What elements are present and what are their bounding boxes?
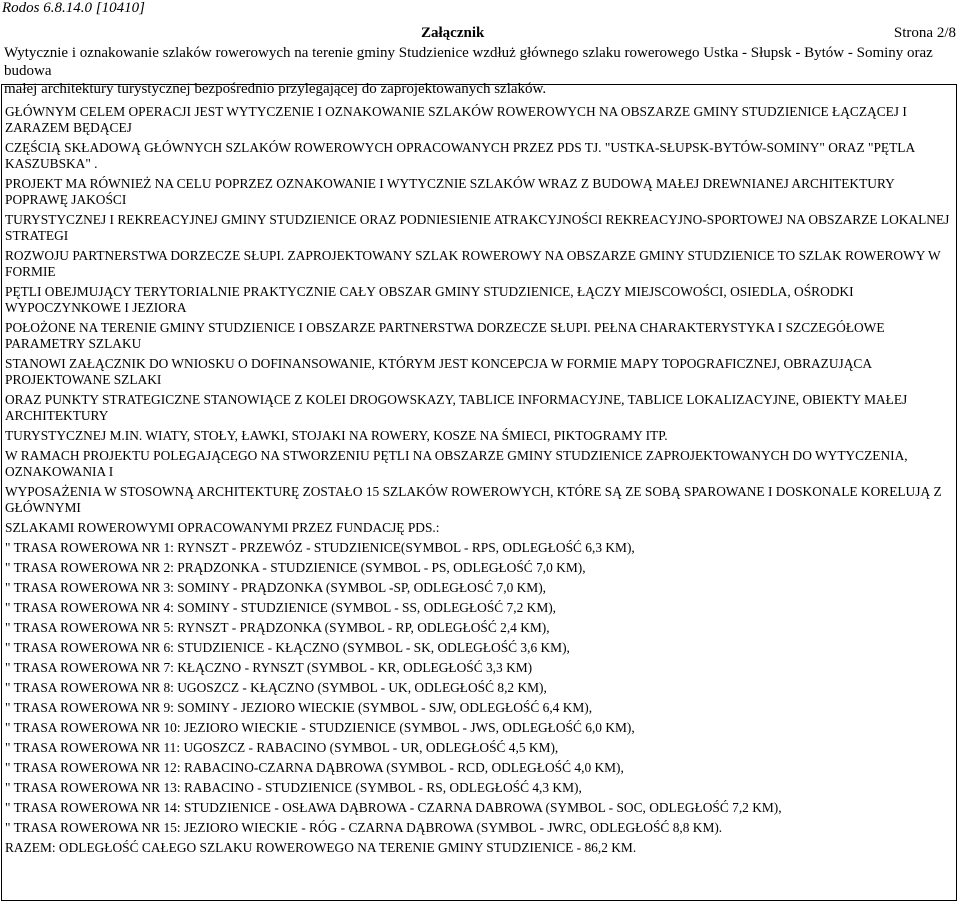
route-item: " TRASA ROWEROWA NR 3: SOMINY - PRĄDZONKA (SYMBOL -SP, ODLEGŁOSĆ 7,0 KM), xyxy=(5,580,547,595)
paragraph: POŁOŻONE NA TERENIE GMINY STUDZIENICE I OBSZARZE PARTNERSTWA DORZECZE SŁUPI. PEŁNA CHARAKTERYSTYKA I SZCZEGÓŁOWE PARAMETRY SZLAKU xyxy=(5,320,885,351)
paragraph: TURYSTYCZNEJ M.IN. WIATY, STOŁY, ŁAWKI, STOJAKI NA ROWERY, KOSZE NA ŚMIECI, PIKTOGRAMY ITP. xyxy=(5,428,668,443)
paragraph: TURYSTYCZNEJ I REKREACYJNEJ GMINY STUDZIENICE ORAZ PODNIESIENIE ATRAKCYJNOŚCI REKREACYJNO-SPORTOWEJ NA OBSZARZE LOKALNEJ STRATEGI xyxy=(5,212,950,243)
route-item: " TRASA ROWEROWA NR 13: RABACINO - STUDZIENICE (SYMBOL - RS, ODLEGŁOŚĆ 4,3 KM), xyxy=(5,780,582,795)
paragraph: WYPOSAŻENIA W STOSOWNĄ ARCHITEKTURĘ ZOSTAŁO 15 SZLAKÓW ROWEROWYCH, KTÓRE SĄ ZE SOBĄ SPAROWANE I DOSKONALE KORELUJĄ Z GŁÓWNYMI xyxy=(5,484,942,515)
route-item: " TRASA ROWEROWA NR 1: RYNSZT - PRZEWÓZ - STUDZIENICE(SYMBOL - RPS, ODLEGŁOŚĆ 6,3 KM), xyxy=(5,540,635,555)
route-item: " TRASA ROWEROWA NR 2: PRĄDZONKA - STUDZIENICE (SYMBOL - PS, ODLEGŁOŚĆ 7,0 KM), xyxy=(5,560,586,575)
route-item: " TRASA ROWEROWA NR 5: RYNSZT - PRĄDZONKA (SYMBOL - RP, ODLEGŁOŚĆ 2,4 KM), xyxy=(5,620,550,635)
paragraph: PĘTLI OBEJMUJĄCY TERYTORIALNIE PRAKTYCZNIE CAŁY OBSZAR GMINY STUDZIENICE, ŁĄCZY MIEJSCOWOŚCI, OSIEDLA, OŚRODKI WYPOCZYNKOWE I JEZIORA xyxy=(5,284,854,315)
route-item: " TRASA ROWEROWA NR 15: JEZIORO WIECKIE - RÓG - CZARNA DĄBROWA (SYMBOL - JWRC, ODLEGŁOŚĆ 8,8 KM). xyxy=(5,820,723,835)
route-item: " TRASA ROWEROWA NR 4: SOMINY - STUDZIENICE (SYMBOL - SS, ODLEGŁOŚĆ 7,2 KM), xyxy=(5,600,557,615)
route-item: " TRASA ROWEROWA NR 11: UGOSZCZ - RABACINO (SYMBOL - UR, ODLEGŁOŚĆ 4,5 KM), xyxy=(5,740,559,755)
document-body xyxy=(5,104,957,860)
paragraph: CZĘŚCIĄ SKŁADOWĄ GŁÓWNYCH SZLAKÓW ROWEROWYCH OPRACOWANYCH PRZEZ PDS TJ. "USTKA-SŁUPSK-BYTÓW-SOMINY" ORAZ "PĘTLA KASZUBSKA" . xyxy=(5,140,915,171)
total-distance-summary: RAZEM: ODLEGŁOŚĆ CAŁEGO SZLAKU ROWEROWEGO NA TERENIE GMINY STUDZIENICE - 86,2 KM. xyxy=(5,840,637,855)
paragraph: STANOWI ZAŁĄCZNIK DO WNIOSKU O DOFINANSOWANIE, KTÓRYM JEST KONCEPCJA W FORMIE MAPY TOPOGRAFICZNEJ, OBRAZUJĄCA PROJEKTOWANE SZLAKI xyxy=(5,356,872,387)
route-item: " TRASA ROWEROWA NR 9: SOMINY - JEZIORO WIECKIE (SYMBOL - SJW, ODLEGŁOŚĆ 6,4 KM), xyxy=(5,700,593,715)
paragraph: W RAMACH PROJEKTU POLEGAJĄCEGO NA STWORZENIU PĘTLI NA OBSZARZE GMINY STUDZIENICE ZAPROJEKTOWANYCH DO WYTYCZENIA, OZNAKOWANIA I xyxy=(5,448,908,479)
route-item: " TRASA ROWEROWA NR 14: STUDZIENICE - OSŁAWA DĄBROWA - CZARNA DABROWA (SYMBOL - SOC, ODLEGŁOŚĆ 7,2 KM), xyxy=(5,800,782,815)
route-item: " TRASA ROWEROWA NR 8: UGOSZCZ - KŁĄCZNO (SYMBOL - UK, ODLEGŁOŚĆ 8,2 KM), xyxy=(5,680,547,695)
route-item: " TRASA ROWEROWA NR 12: RABACINO-CZARNA DĄBROWA (SYMBOL - RCD, ODLEGŁOŚĆ 4,0 KM), xyxy=(5,760,624,775)
paragraph: ORAZ PUNKTY STRATEGICZNE STANOWIĄCE Z KOLEI DROGOWSKAZY, TABLICE INFORMACYJNE, TABLICE LOKALIZACYJNE, OBIEKTY MAŁEJ ARCHITEKTURY xyxy=(5,392,908,423)
document-subtitle: Wytycznie i oznakowanie szlaków rowerowych na terenie gminy Studzienice wzdłuż głównego szlaku rowerowego Ustka - Słupsk - Bytów - Sominy oraz budowa małej architektury turystycznej bezpośrednio przylegającej do zaprojektowanych szlaków. xyxy=(4,45,933,97)
attachment-title: Załącznik xyxy=(421,25,485,41)
paragraph: PROJEKT MA RÓWNIEŻ NA CELU POPRZEZ OZNAKOWANIE I WYTYCZNIE SZLAKÓW WRAZ Z BUDOWĄ MAŁEJ DREWNIANEJ ARCHITEKTURY POPRAWĘ JAKOŚCI xyxy=(5,176,895,207)
paragraph: ROZWOJU PARTNERSTWA DORZECZE SŁUPI. ZAPROJEKTOWANY SZLAK ROWEROWY NA OBSZARZE GMINY STUDZIENICE TO SZLAK ROWEROWY W FORMIE xyxy=(5,248,941,279)
route-item: " TRASA ROWEROWA NR 10: JEZIORO WIECKIE - STUDZIENICE (SYMBOL - JWS, ODLEGŁOŚĆ 6,0 KM), xyxy=(5,720,635,735)
paragraph: SZLAKAMI ROWEROWYMI OPRACOWANYMI PRZEZ FUNDACJĘ PDS.: xyxy=(5,520,440,535)
route-item: " TRASA ROWEROWA NR 6: STUDZIENICE - KŁĄCZNO (SYMBOL - SK, ODLEGŁOŚĆ 3,6 KM), xyxy=(5,640,570,655)
route-item: " TRASA ROWEROWA NR 7: KŁĄCZNO - RYNSZT (SYMBOL - KR, ODLEGŁOŚĆ 3,3 KM) xyxy=(5,660,533,675)
page-number: Strona 2/8 xyxy=(893,25,956,41)
app-version-label: Rodos 6.8.14.0 [10410] xyxy=(2,0,145,16)
paragraph: GŁÓWNYM CELEM OPERACJI JEST WYTYCZENIE I OZNAKOWANIE SZLAKÓW ROWEROWYCH NA OBSZARZE GMINY STUDZIENICE ŁĄCZĄCEJ I ZARAZEM BĘDĄCEJ xyxy=(5,104,907,135)
